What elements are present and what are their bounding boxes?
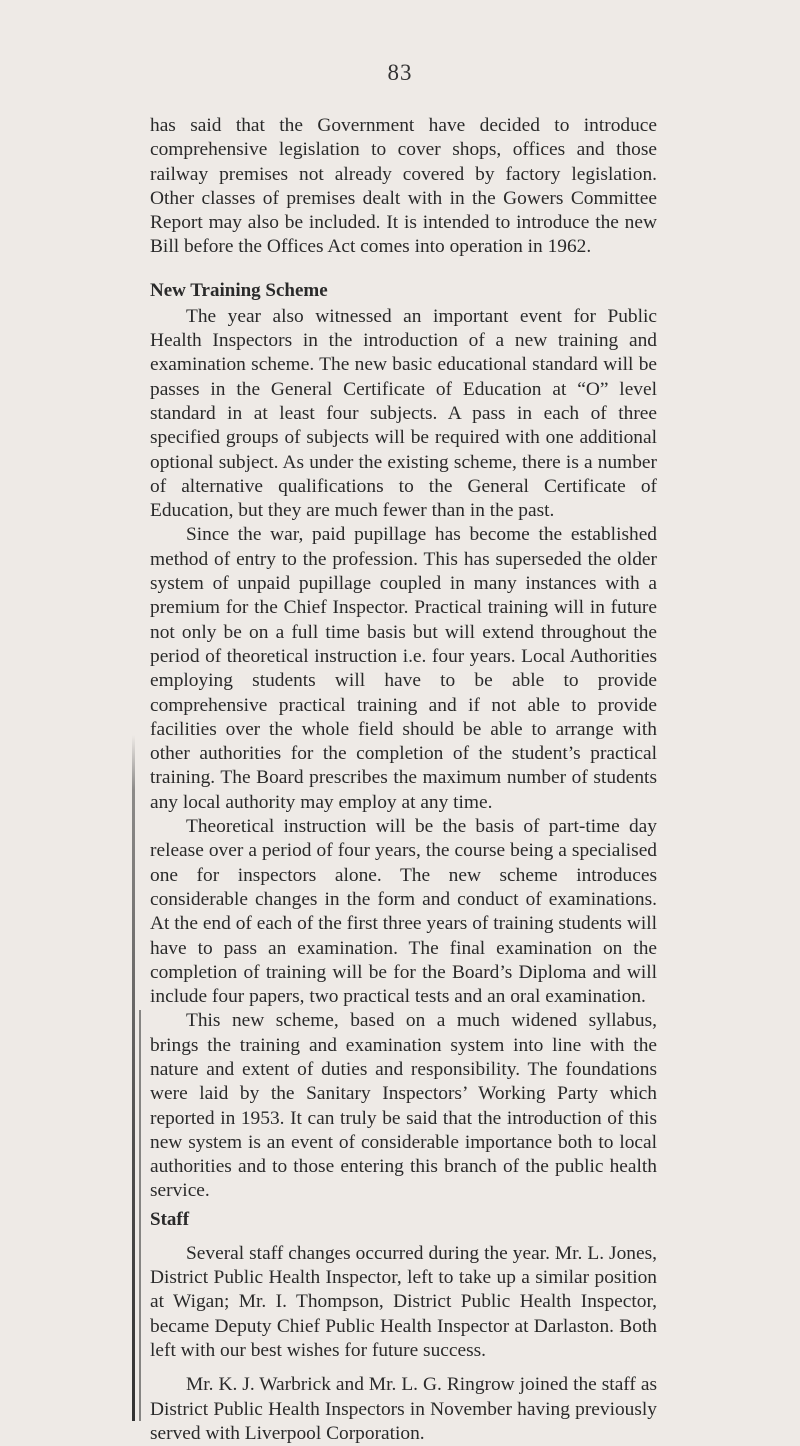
scan-margin-shadow — [132, 735, 135, 1421]
paragraph-intro: has said that the Government have decided to introduce comprehensive legislation to cover shops, offices and those railway premises not already covered by factory legislation. Other classes of premises dealt with in the Gowers Committee Report may also be included. It is intended to introduce the new Bill before the Offices Act comes into operation in 1962. — [150, 115, 657, 258]
paragraph-staff-1: Several staff changes occurred during the year. Mr. L. Jones, District Public Health Inspector, left to take up a similar position at Wigan; Mr. I. Thompson, District Public Health Inspector, became Deputy Chief Public Health Inspector at Darlaston. Both left with our best wishes for future success. — [150, 1242, 657, 1361]
page-body — [150, 114, 657, 1446]
paragraph-staff-2: Mr. K. J. Warbrick and Mr. L. G. Ringrow joined the staff as District Public Health Inspectors in November having previously served with Liverpool Corporation. — [150, 1374, 657, 1444]
paragraph-training-1: The year also witnessed an important event for Public Health Inspectors in the introduction of a new training and examination scheme. The new basic educational standard will be passes in the General Certificate of Education at “O” level standard in at least four subjects. A pass in each of three specified groups of subjects will be required with one additional optional subject. As under the existing scheme, there is a number of alternative qualifications to the General Certificate of Education, but they are much fewer than in the past. — [150, 305, 657, 522]
page-number: 83 — [387, 60, 413, 85]
scan-margin-shadow-inner — [139, 1010, 141, 1421]
paragraph-training-4: This new scheme, based on a much widened syllabus, brings the training and examination system into line with the nature and extent of duties and responsibility. The foundations were laid by the Sanitary Inspectors’ Working Party which reported in 1953. It can truly be said that the introduction of this new system is an event of considerable importance both to local authorities and to those entering this branch of the public health service. — [150, 1010, 657, 1202]
section-heading-training: New Training Scheme — [150, 279, 328, 301]
paragraph-training-2: Since the war, paid pupillage has become the established method of entry to the profession. This has superseded the older system of unpaid pupillage coupled in many instances with a premium for the Chief Inspector. Practical training will in future not only be on a full time basis but will extend throughout the period of theoretical instruction i.e. four years. Local Authorities employing students will have to be able to provide comprehensive practical training and if not able to provide facilities over the whole field should be able to arrange with other authorities for the completion of the student’s practical training. The Board prescribes the maximum number of students any local authority may employ at any time. — [150, 524, 657, 813]
paragraph-training-3: Theoretical instruction will be the basis of part-time day release over a period of four years, the course being a specialised one for inspectors alone. The new scheme introduces considerable changes in the form and conduct of examinations. At the end of each of the first three years of training students will have to pass an examination. The final examination on the completion of training will be for the Board’s Diploma and will include four papers, two practical tests and an oral examination. — [150, 816, 657, 1008]
section-heading-staff: Staff — [150, 1208, 190, 1230]
